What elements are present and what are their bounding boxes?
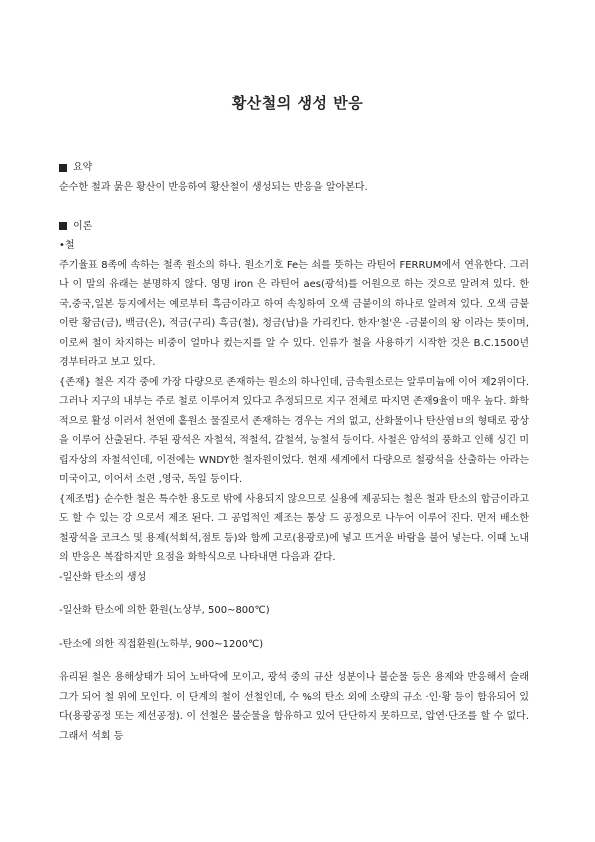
square-bullet-icon <box>59 164 67 172</box>
square-bullet-icon <box>59 222 67 230</box>
paragraph-pig-iron: 유리된 철은 용해상태가 되어 노바닥에 모이고, 광석 중의 규산 성분이나 불순물 등은 용제와 반응해서 슬래그가 되어 철 위에 모인다. 이 단계의 철이 선철인데, 수 %의 탄소 외에 소량의 규소 ·인·황 등이 함유되어 있다(용광공정 또는 제선공정). 이 선철은 불순물을 함유하고 있어 단단하지 못하므로, 압연·단조를 할 수 없다. 그래서 석회 등 <box>59 672 529 742</box>
theory-subheading: •철 <box>59 240 75 251</box>
document-body <box>59 158 529 746</box>
summary-text: 순수한 철과 묽은 황산이 반응하여 황산철이 생성되는 반응을 알아본다. <box>59 181 368 193</box>
reaction-item-co-generation: -일산화 탄소의 생성 <box>59 571 147 583</box>
theory-heading-label: 이론 <box>73 220 93 232</box>
paragraph-manufacture: {제조법} 순수한 철은 특수한 용도로 밖에 사용되지 않으므로 실용에 제공되는 철은 철과 탄소의 합금이라고도 할 수 있는 강 으로서 제조 된다. 그 공업적인 제조는 통상 드 공정으로 나누어 이루어 진다. 먼저 배소한 철광석을 코크스 및 용제(석회석,점토 등)와 함께 고로(용광로)에 넣고 뜨거운 바람을 불어 넣는다. 이때 노내의 반응은 복잡하지만 요점을 화학식으로 나타내면 다음과 같다. <box>59 493 529 563</box>
reaction-item-direct-reduction: -탄소에 의한 직접환원(노하부, 900~1200℃) <box>59 638 264 650</box>
summary-heading-label: 요약 <box>73 162 93 173</box>
summary-heading <box>59 158 529 178</box>
paragraph-intro: 주기율표 8족에 속하는 철족 원소의 하나. 원소기호 Fe는 쇠를 뜻하는 라틴어 FERRUM에서 연유한다. 그러나 이 말의 유래는 분명하지 않다. 영명 iron 은 라틴어 aes(광석)를 어원으로 하는 것으로 알려져 있다. 한국,중국,일본 등지에서는 예로부터 흑금이라고 하여 속칭하여 오색 금붙이의 하나로 알려져 있다. 오색 금붙이란 황금(금), 백금(은), 적금(구리) 흑금(철), 청금(납)을 가리킨다. 한자'철'은 -금붙이의 왕 이라는 뜻이며, 이로써 철이 차지하는 비중이 얼마나 컸는지를 알 수 있다. 인류가 철을 사용하기 시작한 것은 B.C.1500년 경부터라고 보고 있다. <box>59 259 529 368</box>
paragraph-existence: {존재} 철은 지각 중에 가장 다량으로 존재하는 원소의 하나인데, 금속원소로는 알루미늄에 이어 제2위이다. 그러나 지구의 내부는 주로 철로 이루어져 있다고 추정되므로 지구 전체로 따지면 존재9율이 매우 높다. 화학적으로 활성 이러서 천연에 홑원소 물질로서 존재하는 경우는 거의 없고, 산화물이나 탄산염ㅂ의 형태로 광상을 이루어 산출된다. 주된 광석은 자철석, 적철석, 갈철석, 능철석 등이다. 사철은 암석의 풍화고 인해 싱긴 미립자상의 자철석인데, 이전에는 WNDY한 철자원이었다. 현재 세계에서 다량으로 철광석을 산출하는 아라는 미국이고, 이어서 소련 ,영국, 독일 등이다. <box>59 376 529 485</box>
document-title: 황산철의 생성 반응 <box>231 94 364 112</box>
spacer <box>59 621 529 635</box>
reaction-item-co-reduction: -일산화 탄소에 의한 환원(노상부, 500~800℃) <box>59 605 270 616</box>
spacer <box>59 197 529 217</box>
spacer <box>59 654 529 668</box>
theory-heading <box>59 217 529 237</box>
spacer <box>59 587 529 601</box>
